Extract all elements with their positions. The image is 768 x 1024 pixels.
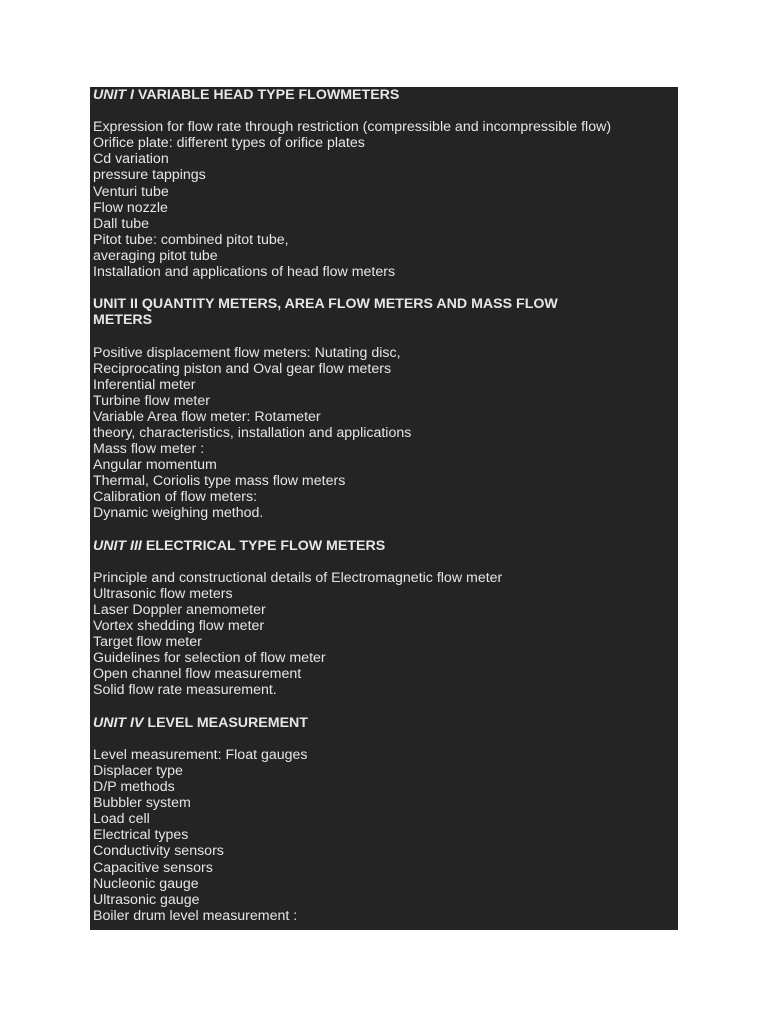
unit-4-section [93, 715, 678, 924]
unit-3-section [93, 538, 678, 699]
list-item: Open channel flow measurement [93, 666, 302, 683]
list-item: Orifice plate: different types of orifice plates [93, 135, 365, 152]
list-item: Boiler drum level measurement : [93, 907, 298, 924]
list-item: Bubbler system [93, 795, 191, 812]
unit-3-prefix: UNIT III [93, 537, 142, 554]
unit-2-prefix: UNIT II [93, 296, 138, 313]
list-item: Vortex shedding flow meter [93, 618, 265, 635]
unit-4-heading [93, 715, 678, 731]
unit-1-title: VARIABLE HEAD TYPE FLOWMETERS [137, 87, 400, 103]
unit-3-title: ELECTRICAL TYPE FLOW METERS [145, 537, 386, 554]
list-item: Nucleonic gauge [93, 875, 199, 892]
list-item: Ultrasonic gauge [93, 891, 200, 908]
list-item: Inferential meter [93, 376, 196, 393]
list-item: Installation and applications of head flow meters [93, 264, 396, 281]
list-item: Laser Doppler anemometer [93, 602, 266, 618]
list-item: D/P methods [93, 779, 175, 796]
list-item: Solid flow rate measurement. [93, 682, 277, 699]
list-item: Angular momentum [93, 457, 217, 474]
list-item: Dynamic weighing method. [93, 505, 264, 522]
list-item: Reciprocating piston and Oval gear flow meters [93, 360, 392, 377]
list-item: Level measurement: Float gauges [93, 746, 308, 763]
list-item: Capacitive sensors [93, 859, 213, 876]
list-item: Flow nozzle [93, 199, 168, 216]
list-item: Expression for flow rate through restriction (compressible and incompressible flow) [93, 119, 612, 136]
list-item: Calibration of flow meters: [93, 489, 258, 506]
list-item: Guidelines for selection of flow meter [93, 650, 326, 667]
list-item: Load cell [93, 811, 150, 828]
list-item: Electrical types [93, 827, 189, 844]
list-item: Positive displacement flow meters: Nutating disc, [93, 344, 401, 361]
list-item: Venturi tube [93, 183, 169, 200]
list-item: Thermal, Coriolis type mass flow meters [93, 473, 346, 490]
list-item: Displacer type [93, 762, 183, 779]
list-item: Cd variation [93, 151, 169, 168]
list-item: Mass flow meter : [93, 441, 205, 458]
unit-1-prefix: UNIT I [93, 87, 134, 103]
list-item: Ultrasonic flow meters [93, 585, 233, 602]
unit-4-prefix: UNIT IV [93, 714, 144, 731]
unit-2-title: QUANTITY METERS, AREA FLOW METERS AND MASS FLOW METERS [93, 296, 558, 329]
list-item: Turbine flow meter [93, 392, 210, 409]
unit-2-section [93, 296, 678, 521]
list-item: Principle and constructional details of Electromagnetic flow meter [93, 569, 503, 586]
unit-1-heading [93, 87, 678, 103]
unit-3-heading [93, 538, 678, 554]
unit-1-section [93, 87, 678, 280]
list-item: Pitot tube: combined pitot tube, [93, 231, 289, 248]
list-item: Target flow meter [93, 634, 202, 651]
list-item: pressure tappings [93, 167, 206, 184]
list-item: averaging pitot tube [93, 247, 218, 264]
list-item: Variable Area flow meter: Rotameter [93, 408, 321, 425]
unit-4-title: LEVEL MEASUREMENT [147, 714, 308, 731]
list-item: Dall tube [93, 215, 149, 232]
list-item: Conductivity sensors [93, 843, 224, 860]
list-item: theory, characteristics, installation and applications [93, 424, 412, 441]
unit-2-heading [93, 296, 593, 328]
document-panel [90, 87, 678, 930]
